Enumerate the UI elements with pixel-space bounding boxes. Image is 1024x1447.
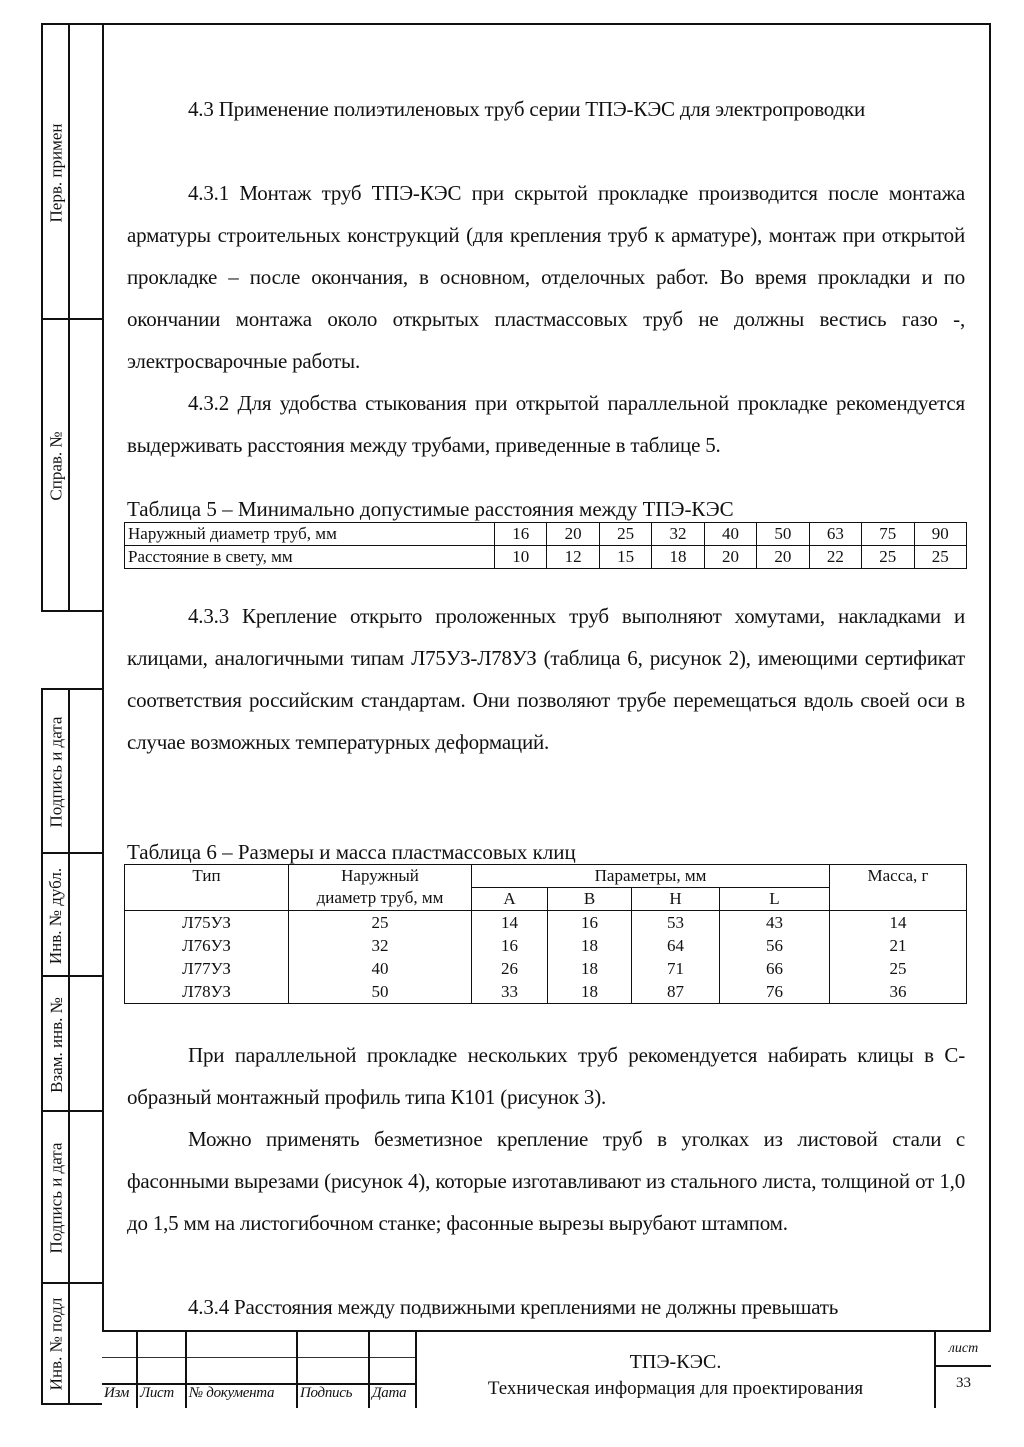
col-header-l: L xyxy=(720,888,830,911)
table-row: Л78УЗ 50 33 18 87 76 36 xyxy=(125,980,967,1004)
tb-col-podpis: Подпись xyxy=(300,1385,353,1401)
doc-title-line2: Техническая информация для проектирования xyxy=(487,1378,864,1399)
paragraph-4-3-2: 4.3.2 Для удобства стыкования при открытой параллельной прокладке рекомендуется выдерживать расстояния между трубами, приведенные в таблице 5. xyxy=(127,391,965,457)
col-header-type: Тип xyxy=(125,865,289,911)
side-stamp-upper xyxy=(41,23,104,612)
table5 xyxy=(124,522,967,569)
col-header-h: H xyxy=(632,888,720,911)
stamp-sprav-no: Справ. № xyxy=(46,431,66,501)
paragraph-4-3-1: 4.3.1 Монтаж труб ТПЭ-КЭС при скрытой прокладке производится после монтажа арматуры строительных конструкций (для крепления труб к арматуре), монтаж при открытой прокладке – после окончания, в основном, отделочных работ. Во время прокладки и по окончании монтажа около открытых пластмассовых труб не должны вестись газо -, электросварочные работы. xyxy=(127,181,965,373)
stamp-inv-podl: Инв. № подл xyxy=(46,1297,66,1390)
table-row: Наружный диаметр труб, мм 16 20 25 32 40 50 63 75 90 xyxy=(125,523,967,546)
side-stamp-lower xyxy=(41,688,104,1405)
stamp-podpis-data-2: Подпись и дата xyxy=(46,1142,66,1254)
tb-col-data: Дата xyxy=(372,1385,407,1401)
tb-col-izm: Изм xyxy=(104,1385,129,1401)
col-header-b: B xyxy=(548,888,632,911)
paragraph-4-3-3: 4.3.3 Крепление открыто проложенных труб выполняют хомутами, накладками и клицами, аналогичными типам Л75УЗ-Л78УЗ (таблица 6, рисунок 2), имеющими сертификат соответствия российским стандартам. Они позволяют трубе перемещаться вдоль своей оси в случае возможных температурных деформаций. xyxy=(127,604,965,754)
stamp-vzam-inv: Взам. инв. № xyxy=(46,996,66,1093)
section-title: 4.3 Применение полиэтиленовых труб серии ТПЭ-КЭС для электропроводки xyxy=(188,97,866,121)
paragraph-bezmetiz: Можно применять безметизное крепление труб в уголках из листовой стали с фасонными вырезами (рисунок 4), которые изготавливают из стального листа, толщиной от 1,0 до 1,5 мм на листогибочном станке; фасонные вырезы вырубают штампом. xyxy=(127,1127,965,1235)
table-row: Л76УЗ 32 16 18 64 56 21 xyxy=(125,934,967,957)
table-row: Л77УЗ 40 26 18 71 66 25 xyxy=(125,957,967,980)
table6 xyxy=(124,864,967,1004)
col-header-a: A xyxy=(472,888,548,911)
table-row: Л75УЗ 25 14 16 53 43 14 xyxy=(125,911,967,935)
paragraph-4-3-4: 4.3.4 Расстояния между подвижными креплениями не должны превышать xyxy=(188,1295,839,1319)
stamp-inv-dubl: Инв. № дубл. xyxy=(46,867,66,964)
paragraph-parallel: При параллельной прокладке нескольких труб рекомендуется набирать клицы в С-образный монтажный профиль типа К101 (рисунок 3). xyxy=(127,1043,965,1109)
stamp-perv-primen: Перв. примен xyxy=(46,123,66,222)
table6-caption: Таблица 6 – Размеры и масса пластмассовых клиц xyxy=(127,840,576,864)
sheet-label: лист xyxy=(948,1341,979,1356)
table5-caption: Таблица 5 – Минимально допустимые расстояния между ТПЭ-КЭС xyxy=(127,497,734,521)
tb-col-doc-no: № документа xyxy=(189,1385,275,1401)
col-header-diameter: Наружный диаметр труб, мм xyxy=(289,865,472,911)
stamp-podpis-data-1: Подпись и дата xyxy=(46,716,66,828)
col-header-mass: Масса, г xyxy=(830,865,967,911)
table-row: Расстояние в свету, мм 10 12 15 18 20 20 22 25 25 xyxy=(125,546,967,569)
tb-col-list: Лист xyxy=(140,1385,174,1401)
sheet-number: 33 xyxy=(956,1375,971,1391)
doc-title-line1: ТПЭ-КЭС. xyxy=(629,1351,722,1373)
col-header-params: Параметры, мм xyxy=(472,865,830,888)
